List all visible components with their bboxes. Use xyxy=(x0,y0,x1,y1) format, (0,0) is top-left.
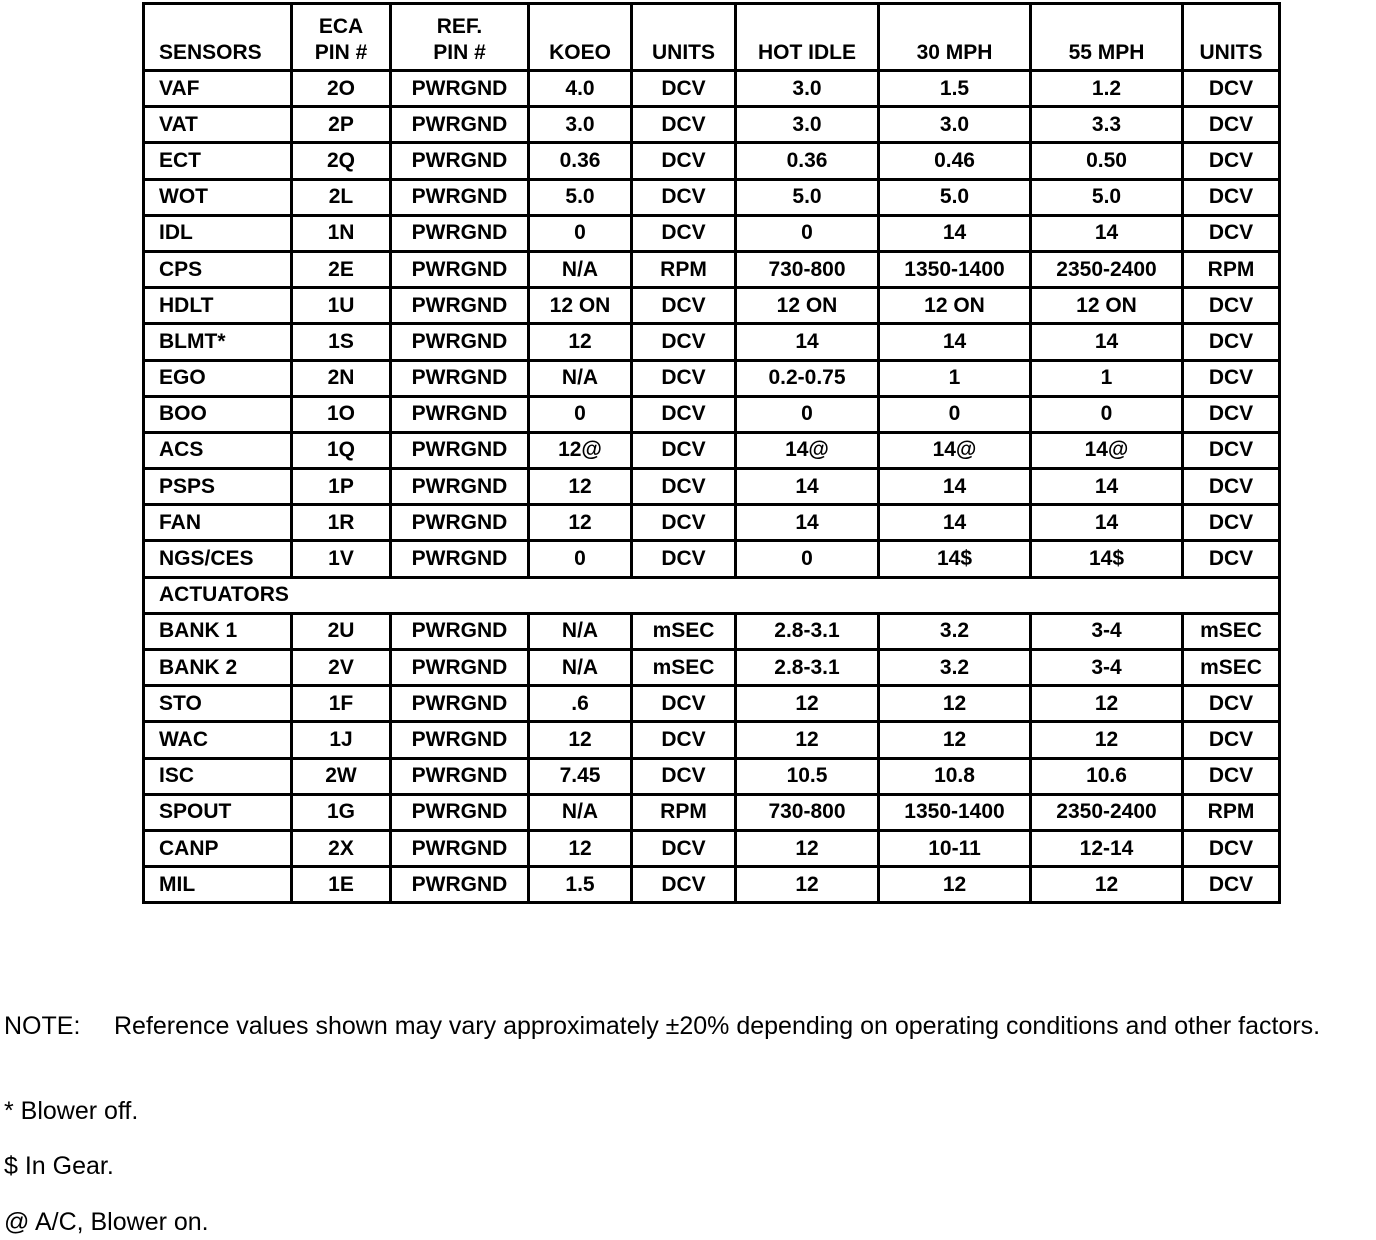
table-cell: PWRGND xyxy=(391,360,529,396)
component-name: BANK 1 xyxy=(144,613,292,649)
table-cell: 3.2 xyxy=(879,613,1031,649)
table-cell: PWRGND xyxy=(391,215,529,251)
table-cell: DCV xyxy=(632,396,736,432)
note-label: NOTE: xyxy=(4,1012,81,1040)
table-cell: 0.50 xyxy=(1031,143,1183,179)
actuator-row xyxy=(144,686,1280,722)
table-cell: 12 xyxy=(529,505,632,541)
table-cell: 2350-2400 xyxy=(1031,251,1183,287)
table-cell: PWRGND xyxy=(391,288,529,324)
component-name: BOO xyxy=(144,396,292,432)
table-cell: PWRGND xyxy=(391,758,529,794)
table-cell: 12 xyxy=(529,324,632,360)
table-cell: N/A xyxy=(529,650,632,686)
table-cell: 0 xyxy=(529,215,632,251)
component-name: CPS xyxy=(144,251,292,287)
table-cell: 1 xyxy=(879,360,1031,396)
sensor-row xyxy=(144,143,1280,179)
table-cell: 12 ON xyxy=(879,288,1031,324)
table-cell: mSEC xyxy=(1183,650,1280,686)
table-cell: 0 xyxy=(736,215,879,251)
component-name: BLMT* xyxy=(144,324,292,360)
table-cell: 12 xyxy=(736,722,879,758)
table-cell: mSEC xyxy=(632,613,736,649)
sensor-row xyxy=(144,107,1280,143)
table-cell: DCV xyxy=(632,722,736,758)
table-cell: PWRGND xyxy=(391,505,529,541)
column-header xyxy=(391,4,529,71)
table-cell: DCV xyxy=(632,469,736,505)
table-cell: 14 xyxy=(879,469,1031,505)
table-cell: PWRGND xyxy=(391,107,529,143)
table-cell: DCV xyxy=(1183,324,1280,360)
table-cell: 12 xyxy=(529,722,632,758)
table-cell: 10.8 xyxy=(879,758,1031,794)
table-cell: 1J xyxy=(292,722,391,758)
table-cell: DCV xyxy=(632,324,736,360)
table-cell: 10.6 xyxy=(1031,758,1183,794)
table-cell: N/A xyxy=(529,251,632,287)
table-cell: 12 xyxy=(1031,867,1183,903)
table-cell: 12 xyxy=(879,686,1031,722)
table-cell: .6 xyxy=(529,686,632,722)
table-cell: PWRGND xyxy=(391,650,529,686)
table-cell: PWRGND xyxy=(391,830,529,866)
table-cell: 5.0 xyxy=(1031,179,1183,215)
table-cell: RPM xyxy=(632,794,736,830)
table-cell: 1G xyxy=(292,794,391,830)
table-cell: DCV xyxy=(1183,288,1280,324)
table-cell: 12 xyxy=(736,867,879,903)
table-cell: 2.8-3.1 xyxy=(736,650,879,686)
table-cell: 14$ xyxy=(1031,541,1183,577)
table-cell: PWRGND xyxy=(391,396,529,432)
component-name: ECT xyxy=(144,143,292,179)
table-cell: 12 xyxy=(1031,722,1183,758)
table-cell: DCV xyxy=(1183,179,1280,215)
actuator-row xyxy=(144,758,1280,794)
header-line: SENSORS xyxy=(159,41,262,64)
table-cell: 2Q xyxy=(292,143,391,179)
table-cell: N/A xyxy=(529,613,632,649)
table-cell: 5.0 xyxy=(529,179,632,215)
column-header xyxy=(144,4,292,71)
table-cell: DCV xyxy=(632,758,736,794)
header-line: UNITS xyxy=(652,41,715,64)
table-cell: 1350-1400 xyxy=(879,251,1031,287)
table-cell: 3.0 xyxy=(529,107,632,143)
table-cell: RPM xyxy=(632,251,736,287)
header-row xyxy=(144,4,1280,71)
table-cell: 12 xyxy=(736,830,879,866)
column-header xyxy=(529,4,632,71)
table-cell: 2W xyxy=(292,758,391,794)
table-cell: 14 xyxy=(879,215,1031,251)
table-cell: 2N xyxy=(292,360,391,396)
header-line: PIN # xyxy=(433,41,486,64)
column-header xyxy=(1183,4,1280,71)
table-cell: DCV xyxy=(632,830,736,866)
table-cell: 1.5 xyxy=(879,71,1031,107)
table-cell: DCV xyxy=(632,541,736,577)
actuator-row xyxy=(144,722,1280,758)
header-line: PIN # xyxy=(314,41,368,64)
component-name: VAF xyxy=(144,71,292,107)
table-cell: PWRGND xyxy=(391,179,529,215)
sensor-row xyxy=(144,469,1280,505)
table-cell: 7.45 xyxy=(529,758,632,794)
sensor-row xyxy=(144,179,1280,215)
component-name: PSPS xyxy=(144,469,292,505)
table-cell: 2O xyxy=(292,71,391,107)
table-cell: 10-11 xyxy=(879,830,1031,866)
sensor-row xyxy=(144,396,1280,432)
table-cell: N/A xyxy=(529,794,632,830)
component-name: IDL xyxy=(144,215,292,251)
table-cell: 14$ xyxy=(879,541,1031,577)
table-cell: 730-800 xyxy=(736,794,879,830)
column-header xyxy=(632,4,736,71)
component-name: MIL xyxy=(144,867,292,903)
table-cell: 2L xyxy=(292,179,391,215)
table-cell: 0 xyxy=(1031,396,1183,432)
component-name: ACS xyxy=(144,432,292,468)
table-cell: 12 ON xyxy=(736,288,879,324)
table-cell: 14 xyxy=(879,324,1031,360)
actuator-row xyxy=(144,613,1280,649)
component-name: VAT xyxy=(144,107,292,143)
table-cell: 14@ xyxy=(1031,432,1183,468)
table-cell: PWRGND xyxy=(391,469,529,505)
actuator-row xyxy=(144,794,1280,830)
table-cell: 1.5 xyxy=(529,867,632,903)
component-name: CANP xyxy=(144,830,292,866)
table-cell: DCV xyxy=(1183,722,1280,758)
table-cell: 1V xyxy=(292,541,391,577)
component-name: NGS/CES xyxy=(144,541,292,577)
component-name: WOT xyxy=(144,179,292,215)
table-cell: 3-4 xyxy=(1031,613,1183,649)
sensor-row xyxy=(144,505,1280,541)
table-cell: 14 xyxy=(1031,215,1183,251)
table-cell: mSEC xyxy=(632,650,736,686)
header-line: UNITS xyxy=(1199,41,1263,64)
table-cell: PWRGND xyxy=(391,867,529,903)
table-cell: 14 xyxy=(736,324,879,360)
table-cell: 1.2 xyxy=(1031,71,1183,107)
table-cell: 2V xyxy=(292,650,391,686)
table-cell: 1S xyxy=(292,324,391,360)
sensor-row xyxy=(144,432,1280,468)
header-line: HOT IDLE xyxy=(758,41,856,64)
table-cell: 1Q xyxy=(292,432,391,468)
table-cell: 0 xyxy=(879,396,1031,432)
table-cell: 12 xyxy=(529,830,632,866)
actuators-section-row xyxy=(144,577,1280,613)
component-name: STO xyxy=(144,686,292,722)
table-cell: 2U xyxy=(292,613,391,649)
table-cell: 1350-1400 xyxy=(879,794,1031,830)
table-cell: DCV xyxy=(1183,360,1280,396)
column-header xyxy=(736,4,879,71)
footnote-ac: @ A/C, Blower on. xyxy=(4,1208,209,1236)
table-cell: 0.2-0.75 xyxy=(736,360,879,396)
table-cell: 12 xyxy=(879,722,1031,758)
table-cell: DCV xyxy=(632,432,736,468)
table-cell: 14@ xyxy=(879,432,1031,468)
table-cell: DCV xyxy=(1183,469,1280,505)
table-cell: 2350-2400 xyxy=(1031,794,1183,830)
table-cell: 12 ON xyxy=(529,288,632,324)
table-cell: PWRGND xyxy=(391,613,529,649)
component-name: WAC xyxy=(144,722,292,758)
table-cell: DCV xyxy=(1183,432,1280,468)
table-cell: DCV xyxy=(632,288,736,324)
table-cell: 5.0 xyxy=(879,179,1031,215)
table-cell: DCV xyxy=(1183,505,1280,541)
table-cell: DCV xyxy=(632,505,736,541)
table-cell: 1F xyxy=(292,686,391,722)
table-cell: DCV xyxy=(1183,215,1280,251)
table-cell: 1U xyxy=(292,288,391,324)
actuator-row xyxy=(144,830,1280,866)
table-cell: 12-14 xyxy=(1031,830,1183,866)
table-cell: 2X xyxy=(292,830,391,866)
table-cell: DCV xyxy=(632,71,736,107)
table-cell: DCV xyxy=(632,143,736,179)
table-cell: 0.36 xyxy=(736,143,879,179)
footnote-gear: $ In Gear. xyxy=(4,1152,114,1180)
table-cell: 3.3 xyxy=(1031,107,1183,143)
table-cell: 14 xyxy=(736,469,879,505)
table-cell: 730-800 xyxy=(736,251,879,287)
table-cell: PWRGND xyxy=(391,794,529,830)
header-line: REF. xyxy=(436,15,483,38)
table-cell: 0 xyxy=(736,396,879,432)
table-cell: DCV xyxy=(632,360,736,396)
table-cell: 14 xyxy=(1031,324,1183,360)
column-header xyxy=(879,4,1031,71)
table-cell: PWRGND xyxy=(391,722,529,758)
table-cell: 1N xyxy=(292,215,391,251)
table-cell: DCV xyxy=(1183,867,1280,903)
table-cell: DCV xyxy=(1183,830,1280,866)
table-cell: 3.0 xyxy=(736,107,879,143)
sensor-row xyxy=(144,288,1280,324)
table-cell: DCV xyxy=(632,179,736,215)
table-cell: 0.46 xyxy=(879,143,1031,179)
table-cell: 2.8-3.1 xyxy=(736,613,879,649)
header-line: KOEO xyxy=(549,41,611,64)
component-name: EGO xyxy=(144,360,292,396)
table-cell: PWRGND xyxy=(391,251,529,287)
table-cell: 12 xyxy=(1031,686,1183,722)
header-line: 30 MPH xyxy=(916,41,993,64)
table-cell: 12 ON xyxy=(1031,288,1183,324)
table-cell: 1 xyxy=(1031,360,1183,396)
table-cell: 3-4 xyxy=(1031,650,1183,686)
actuator-row xyxy=(144,650,1280,686)
component-name: HDLT xyxy=(144,288,292,324)
table-cell: mSEC xyxy=(1183,613,1280,649)
table-cell: DCV xyxy=(1183,686,1280,722)
table-cell: RPM xyxy=(1183,794,1280,830)
table-cell: 3.0 xyxy=(736,71,879,107)
sensor-row xyxy=(144,541,1280,577)
header-line: 55 MPH xyxy=(1068,41,1145,64)
table-cell: 0 xyxy=(529,541,632,577)
table-cell: 14 xyxy=(1031,469,1183,505)
table-cell: 0 xyxy=(736,541,879,577)
table-cell: 14@ xyxy=(736,432,879,468)
table-cell: DCV xyxy=(1183,107,1280,143)
table-cell: 14 xyxy=(736,505,879,541)
table-cell: 10.5 xyxy=(736,758,879,794)
sensor-row xyxy=(144,251,1280,287)
column-header xyxy=(1031,4,1183,71)
note-text: Reference values shown may vary approximately ±20% depending on operating conditions and other factors. xyxy=(114,1012,1321,1040)
table-cell: DCV xyxy=(632,107,736,143)
table-cell: 14 xyxy=(1031,505,1183,541)
table-cell: N/A xyxy=(529,360,632,396)
table-cell: 1P xyxy=(292,469,391,505)
note-block xyxy=(4,1010,1372,1043)
sensor-row xyxy=(144,71,1280,107)
table-cell: PWRGND xyxy=(391,432,529,468)
table-cell: 1E xyxy=(292,867,391,903)
component-name: BANK 2 xyxy=(144,650,292,686)
table-cell: PWRGND xyxy=(391,324,529,360)
header-line: ECA xyxy=(318,15,364,38)
actuator-row xyxy=(144,867,1280,903)
table-cell: 12 xyxy=(879,867,1031,903)
footnote-blower: * Blower off. xyxy=(4,1097,139,1125)
table-cell: 12 xyxy=(529,469,632,505)
reference-values-table xyxy=(142,2,1281,904)
table-cell: DCV xyxy=(632,867,736,903)
table-cell: RPM xyxy=(1183,251,1280,287)
table-cell: 14 xyxy=(879,505,1031,541)
table-cell: 0.36 xyxy=(529,143,632,179)
table-cell: DCV xyxy=(632,215,736,251)
table-cell: 1R xyxy=(292,505,391,541)
table-cell: DCV xyxy=(1183,143,1280,179)
table-cell: DCV xyxy=(1183,758,1280,794)
sensor-row xyxy=(144,360,1280,396)
table-cell: PWRGND xyxy=(391,541,529,577)
table-cell: 12@ xyxy=(529,432,632,468)
table-cell: 5.0 xyxy=(736,179,879,215)
table-cell: PWRGND xyxy=(391,71,529,107)
table-cell: 3.2 xyxy=(879,650,1031,686)
table-cell: 2P xyxy=(292,107,391,143)
table-cell: PWRGND xyxy=(391,686,529,722)
table-cell: 2E xyxy=(292,251,391,287)
actuators-section-label: ACTUATORS xyxy=(144,577,1280,613)
table-cell: DCV xyxy=(1183,71,1280,107)
table-cell: 0 xyxy=(529,396,632,432)
table-cell: DCV xyxy=(1183,396,1280,432)
component-name: SPOUT xyxy=(144,794,292,830)
table-cell: DCV xyxy=(1183,541,1280,577)
table-cell: 12 xyxy=(736,686,879,722)
component-name: FAN xyxy=(144,505,292,541)
table-cell: 1O xyxy=(292,396,391,432)
sensor-row xyxy=(144,324,1280,360)
table-body xyxy=(144,71,1280,903)
table-cell: DCV xyxy=(632,686,736,722)
column-header xyxy=(292,4,391,71)
table-cell: 3.0 xyxy=(879,107,1031,143)
sensor-row xyxy=(144,215,1280,251)
table-cell: PWRGND xyxy=(391,143,529,179)
component-name: ISC xyxy=(144,758,292,794)
table-cell: 4.0 xyxy=(529,71,632,107)
